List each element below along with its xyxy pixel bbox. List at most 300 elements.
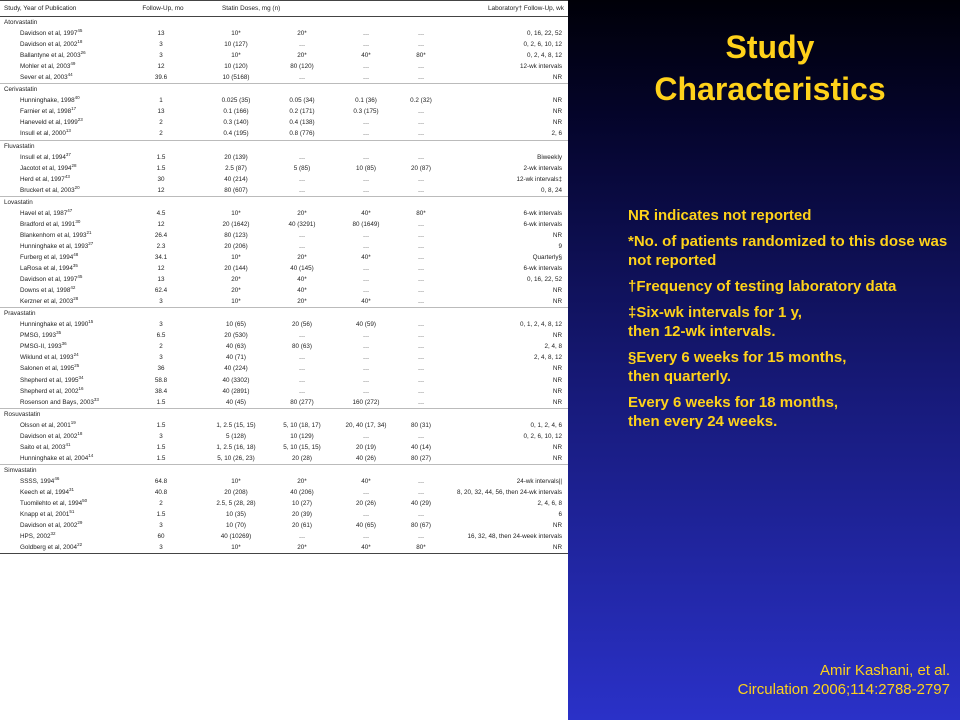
dose-3-cell: … — [362, 242, 370, 250]
dose-3-cell: … — [362, 265, 370, 273]
dose-1-cell: 10 (70) — [226, 522, 246, 530]
dose-1-cell: 1, 2.5 (15, 15) — [216, 421, 256, 429]
study-name: Goldberg et al, 2004 — [20, 544, 78, 552]
reference-number: 31 — [69, 486, 75, 492]
lab-follow-up-cell: 2, 6 — [551, 130, 562, 138]
follow-up-cell: 3 — [120, 542, 202, 554]
dose-1-cell: 1, 2.5 (16, 18) — [216, 443, 256, 451]
study-name: Bruckert et al, 2003 — [20, 186, 75, 194]
dose-2-cell: 20 (39) — [292, 511, 312, 519]
dose-4-cell: 80 (67) — [411, 522, 431, 530]
dose-3-cell: … — [362, 365, 370, 373]
table-row — [0, 219, 568, 230]
reference-number: 45 — [77, 274, 83, 279]
follow-up-cell: 13 — [157, 276, 165, 284]
study-cell — [0, 185, 120, 197]
dose-3-cell: … — [362, 74, 370, 82]
table-header-row — [0, 1, 568, 17]
dose-4-cell: … — [417, 254, 425, 261]
reference-number: 16 — [78, 385, 84, 391]
study-name: Rosenson and Bays, 2003 — [20, 398, 94, 406]
dose-2-cell: 20 (28) — [292, 454, 312, 462]
study-cell — [0, 487, 120, 498]
dose-1-cell: 20 (139) — [224, 153, 248, 161]
lab-follow-up-cell: 24-wk intervals|| — [516, 477, 562, 485]
lab-follow-up-cell: NR — [552, 287, 562, 295]
dose-4-cell: … — [417, 477, 425, 485]
follow-up-cell: 12 — [157, 220, 165, 228]
study-cell — [0, 296, 120, 308]
follow-up-cell: 1.5 — [156, 454, 166, 462]
dose-1-cell: 40 (2891) — [222, 387, 250, 395]
lab-follow-up-cell: Quarterly§ — [532, 254, 562, 261]
study-cell — [0, 352, 120, 363]
lab-follow-up-cell: 0, 2, 6, 10, 12 — [523, 432, 562, 440]
dose-1-cell: 10* — [202, 542, 270, 554]
footnote-asterisk: *No. of patients randomized to this dose was not reported — [628, 233, 948, 269]
dose-2-cell: 80 (277) — [290, 398, 314, 406]
drug-group-row — [0, 140, 568, 152]
study-cell — [0, 453, 120, 465]
dose-4-cell: … — [417, 365, 425, 373]
study-characteristics-table — [0, 0, 568, 554]
follow-up-cell: 3 — [159, 432, 163, 440]
study-name: Davidson et al, 2002 — [20, 432, 78, 440]
lab-follow-up-cell: NR — [552, 119, 562, 127]
study-cell — [0, 208, 120, 219]
table-row — [0, 39, 568, 50]
lab-follow-up-cell: 0, 2, 4, 8, 12 — [526, 52, 562, 60]
dose-3-cell: … — [362, 153, 370, 161]
lab-follow-up-cell: 0, 1, 2, 4, 8, 12 — [519, 321, 562, 329]
study-name: Downs et al, 1998 — [20, 287, 71, 295]
study-cell — [0, 386, 120, 397]
study-cell — [0, 476, 120, 487]
dose-2-cell: 5, 10 (15, 15) — [283, 443, 321, 451]
dose-3-cell: 40* — [361, 298, 371, 306]
drug-group-label: Fluvastatin — [0, 140, 568, 152]
dose-2-cell: … — [298, 242, 306, 250]
reference-number: 47 — [67, 207, 73, 213]
lab-follow-up-cell: NR — [552, 74, 562, 82]
follow-up-cell: 2 — [159, 130, 163, 138]
follow-up-cell: 2 — [159, 500, 163, 508]
reference-number: 19 — [70, 419, 76, 425]
study-name: Ballantyne et al, 2003 — [20, 52, 81, 60]
study-cell — [0, 174, 120, 185]
dose-1-cell: 10* — [231, 298, 241, 306]
dose-4-cell: 40 (29) — [411, 500, 431, 508]
dose-3-cell: … — [362, 41, 370, 49]
dose-3-cell: … — [362, 119, 370, 127]
follow-up-cell: 38.4 — [154, 387, 168, 395]
dose-2-cell: … — [298, 74, 306, 82]
lab-follow-up-cell: NR — [552, 108, 562, 116]
study-name: PMSG, 1993 — [20, 332, 57, 340]
dose-1-cell: 0.4 (195) — [223, 130, 249, 138]
follow-up-cell: 1.5 — [156, 398, 166, 406]
study-cell — [0, 39, 120, 50]
table-row — [0, 230, 568, 241]
table-row — [0, 117, 568, 128]
reference-number: 37 — [65, 151, 71, 157]
study-name: Sever et al, 2003 — [20, 74, 68, 82]
reference-number: 17 — [71, 106, 77, 112]
study-name: Shepherd et al, 2002 — [20, 387, 79, 395]
table-row — [0, 296, 568, 308]
dose-1-cell: 40 (71) — [226, 354, 246, 362]
dose-4-cell: 80* — [398, 542, 444, 554]
study-name: Herd et al, 1997 — [20, 175, 65, 183]
dose-2-cell: 80 (120) — [290, 63, 314, 71]
dose-4-cell: 80 (31) — [411, 421, 431, 429]
lab-follow-up-cell: 0, 8, 24 — [540, 186, 562, 194]
study-cell — [0, 520, 120, 531]
table-row — [0, 341, 568, 352]
dose-3-cell: 160 (272) — [352, 398, 380, 406]
dose-2-cell: 20 (61) — [292, 522, 312, 530]
dose-3-cell: … — [362, 63, 370, 71]
lab-follow-up-cell: NR — [552, 231, 562, 239]
dose-3-cell: … — [362, 130, 370, 138]
study-name: Davidson et al, 1997 — [20, 30, 78, 38]
table-row — [0, 431, 568, 442]
drug-group-row — [0, 84, 568, 96]
drug-group-row — [0, 196, 568, 208]
dose-1-cell: 5, 10 (26, 23) — [217, 454, 255, 462]
table-row — [0, 397, 568, 409]
header-follow-up: Follow-Up, mo — [120, 1, 202, 17]
lab-follow-up-cell: 6-wk intervals — [523, 265, 562, 273]
dose-4-cell: 80 (27) — [411, 454, 431, 462]
table-row — [0, 487, 568, 498]
table-row — [0, 252, 568, 263]
study-cell — [0, 274, 120, 285]
study-cell — [0, 28, 120, 39]
study-name: Salonen et al, 1995 — [20, 365, 75, 373]
study-name: Insull et al, 2000 — [20, 130, 66, 138]
dose-4-cell: … — [417, 119, 425, 127]
reference-number: 28 — [73, 296, 79, 302]
study-name: Davidson et al, 2002 — [20, 41, 78, 49]
drug-group-row — [0, 408, 568, 420]
dose-2-cell: … — [298, 387, 306, 395]
dose-4-cell: … — [417, 108, 425, 116]
drug-group-label: Atorvastatin — [0, 17, 568, 29]
study-cell — [0, 285, 120, 296]
dose-3-cell: 40 (65) — [356, 522, 376, 530]
table-row — [0, 208, 568, 219]
citation-journal: Circulation 2006;114:2788-2797 — [737, 681, 950, 698]
drug-group-label: Rosuvastatin — [0, 408, 568, 420]
footnote-double-dagger: ‡Six-wk intervals for 1 y, then 12-wk intervals. — [628, 304, 802, 340]
dose-1-cell: 40 (224) — [224, 365, 248, 373]
study-cell — [0, 375, 120, 386]
drug-group-row — [0, 308, 568, 320]
follow-up-cell: 3 — [159, 321, 163, 329]
dose-1-cell: 20 (206) — [224, 242, 248, 250]
study-cell — [0, 341, 120, 352]
dose-3-cell: … — [362, 387, 370, 395]
dose-2-cell: 0.4 (138) — [289, 119, 315, 127]
lab-follow-up-cell: NR — [552, 522, 562, 530]
lab-follow-up-cell: NR — [444, 542, 568, 554]
dose-2-cell: … — [298, 231, 306, 239]
dose-3-cell: … — [362, 432, 370, 440]
reference-number: 27 — [88, 240, 94, 246]
follow-up-cell: 1.5 — [156, 164, 166, 172]
dose-2-cell: … — [298, 41, 306, 49]
footnote-section: §Every 6 weeks for 15 months, then quarterly. — [628, 349, 847, 385]
study-cell — [0, 431, 120, 442]
reference-number: 46 — [54, 475, 60, 481]
dose-4-cell: 20 (87) — [411, 164, 431, 172]
reference-number: 22 — [77, 542, 83, 548]
dose-4-cell: … — [417, 488, 425, 496]
table-row — [0, 476, 568, 487]
table-row — [0, 106, 568, 117]
dose-4-cell: … — [417, 41, 425, 49]
drug-group-label: Lovastatin — [0, 196, 568, 208]
dose-1-cell: 20 (1642) — [222, 220, 250, 228]
dose-3-cell: 80 (1649) — [352, 220, 380, 228]
dose-1-cell: 10 (120) — [224, 63, 248, 71]
study-cell — [0, 95, 120, 106]
lab-follow-up-cell: NR — [552, 454, 562, 462]
dose-2-cell: … — [298, 533, 306, 541]
lab-follow-up-cell: 0, 1, 2, 4, 6 — [530, 421, 562, 429]
drug-group-label: Cerivastatin — [0, 84, 568, 96]
table-row — [0, 453, 568, 465]
table-row — [0, 174, 568, 185]
footnotes — [628, 206, 948, 438]
drug-group-row — [0, 464, 568, 476]
table-row — [0, 128, 568, 140]
dose-3-cell: … — [362, 332, 370, 340]
table-row — [0, 163, 568, 174]
follow-up-cell: 1.5 — [156, 511, 166, 519]
dose-1-cell: 10* — [231, 254, 241, 261]
dose-1-cell: 80 (607) — [224, 186, 248, 194]
lab-follow-up-cell: NR — [552, 443, 562, 451]
study-name: Wiklund et al, 1993 — [20, 354, 74, 362]
reference-number: 13 — [65, 128, 71, 134]
table-row — [0, 442, 568, 453]
footnote-nr: NR indicates not reported — [628, 207, 812, 224]
reference-number: 51 — [69, 509, 75, 514]
dose-2-cell: … — [298, 354, 306, 362]
follow-up-cell: 3 — [159, 354, 163, 362]
lab-follow-up-cell: NR — [552, 376, 562, 384]
study-cell — [0, 61, 120, 72]
dose-2-cell: 40* — [297, 276, 307, 284]
study-cell — [0, 442, 120, 453]
study-name: Farnier et al, 1998 — [20, 108, 72, 116]
follow-up-cell: 58.8 — [154, 376, 168, 384]
lab-follow-up-cell: 2, 4, 8 — [544, 343, 562, 351]
follow-up-cell: 30 — [157, 175, 165, 183]
lab-follow-up-cell: NR — [552, 332, 562, 340]
study-cell — [0, 319, 120, 330]
dose-1-cell: 20* — [231, 276, 241, 284]
follow-up-cell: 40.8 — [154, 488, 168, 496]
reference-number: 26 — [80, 50, 86, 56]
table-row — [0, 330, 568, 341]
follow-up-cell: 13 — [157, 108, 165, 116]
study-cell — [0, 219, 120, 230]
dose-3-cell: … — [362, 186, 370, 194]
lab-follow-up-cell: 6 — [558, 511, 562, 519]
dose-2-cell: … — [298, 332, 306, 340]
dose-3-cell: 40 (59) — [356, 321, 376, 329]
study-name: Kerzner et al, 2003 — [20, 298, 74, 306]
follow-up-cell: 1.5 — [156, 153, 166, 161]
dose-3-cell: 20 (19) — [356, 443, 376, 451]
reference-number: 30 — [75, 218, 81, 224]
study-name: Knapp et al, 2001 — [20, 511, 70, 519]
study-cell — [0, 72, 120, 84]
reference-number: 32 — [50, 531, 56, 537]
reference-number: 42 — [70, 285, 76, 291]
follow-up-cell: 2 — [159, 119, 163, 127]
dose-1-cell: 20 (208) — [224, 488, 248, 496]
dose-2-cell: 20* — [297, 52, 307, 60]
dose-4-cell: … — [417, 276, 425, 284]
dose-4-cell: … — [417, 332, 425, 340]
lab-follow-up-cell: NR — [552, 387, 562, 395]
dose-2-cell: 20* — [297, 477, 307, 485]
reference-number: 35 — [56, 330, 62, 336]
table-body — [0, 17, 568, 554]
table-row — [0, 520, 568, 531]
reference-number: 34 — [78, 374, 84, 380]
study-name: Insull et al, 1994 — [20, 153, 66, 161]
follow-up-cell: 2.3 — [156, 242, 166, 250]
dose-3-cell: 40* — [361, 209, 371, 217]
lab-follow-up-cell: NR — [552, 365, 562, 373]
dose-3-cell: 20 (26) — [356, 500, 376, 508]
follow-up-cell: 3 — [159, 522, 163, 530]
dose-1-cell: 0.1 (166) — [223, 108, 249, 116]
dose-3-cell: 0.3 (175) — [353, 108, 379, 116]
dose-4-cell: … — [417, 387, 425, 395]
dose-1-cell: 40 (3302) — [222, 376, 250, 384]
follow-up-cell: 39.6 — [154, 74, 168, 82]
follow-up-cell: 3 — [159, 298, 163, 306]
study-name: Tuomilehto et al, 1994 — [20, 500, 83, 508]
dose-4-cell: … — [417, 220, 425, 228]
dose-4-cell: … — [417, 130, 425, 138]
study-cell — [0, 509, 120, 520]
follow-up-cell: 1.5 — [156, 443, 166, 451]
dose-4-cell: … — [417, 74, 425, 82]
dose-2-cell: … — [298, 376, 306, 384]
lab-follow-up-cell: NR — [552, 298, 562, 306]
dose-2-cell: 20* — [297, 298, 307, 306]
table-row — [0, 72, 568, 84]
study-name: Olsson et al, 2001 — [20, 421, 71, 429]
dose-3-cell: … — [362, 231, 370, 239]
dose-4-cell: 80* — [416, 209, 426, 217]
dose-2-cell: 10 (27) — [292, 500, 312, 508]
slide-title — [600, 26, 940, 110]
follow-up-cell: 1 — [159, 97, 163, 105]
lab-follow-up-cell: 0, 16, 22, 52 — [526, 276, 562, 284]
study-cell — [0, 542, 120, 554]
dose-4-cell: … — [417, 175, 425, 183]
table-row — [0, 50, 568, 61]
dose-4-cell: … — [417, 63, 425, 71]
dose-3-cell: … — [362, 533, 370, 541]
table-row — [0, 319, 568, 330]
study-name: Jacotot et al, 1994 — [20, 164, 72, 172]
dose-4-cell: … — [417, 231, 425, 239]
dose-3-cell: … — [362, 175, 370, 183]
footnote-parallel: Every 6 weeks for 18 months, then every 24 weeks. — [628, 394, 839, 430]
title-line-1: Study — [725, 29, 815, 65]
dose-3-cell: … — [362, 287, 370, 295]
dose-1-cell: 20 (530) — [224, 332, 248, 340]
dose-2-cell: … — [298, 365, 306, 373]
dose-2-cell: 5 (85) — [293, 164, 311, 172]
dose-3-cell: 40* — [361, 477, 371, 485]
study-name: Hunninghake et al, 1990 — [20, 321, 89, 329]
lab-follow-up-cell: 0, 2, 6, 10, 12 — [523, 41, 562, 49]
dose-4-cell: … — [417, 186, 425, 194]
dose-1-cell: 40 (10269) — [220, 533, 252, 541]
dose-2-cell: 20* — [297, 30, 307, 38]
lab-follow-up-cell: NR — [552, 398, 562, 406]
reference-number: 29 — [77, 520, 83, 526]
dose-4-cell: … — [417, 242, 425, 250]
dose-1-cell: 5 (128) — [226, 432, 246, 440]
reference-number: 50 — [82, 498, 88, 503]
dose-3-cell: 10 (85) — [356, 164, 376, 172]
table-row — [0, 509, 568, 520]
table-row — [0, 61, 568, 72]
dose-1-cell: 20* — [231, 287, 241, 295]
dose-1-cell: 10* — [231, 209, 241, 217]
dose-2-cell: 20* — [297, 209, 307, 217]
dose-4-cell: … — [417, 321, 425, 329]
table-row — [0, 185, 568, 197]
dose-4-cell: … — [417, 398, 425, 406]
dose-2-cell: … — [298, 153, 306, 161]
dose-4-cell: … — [417, 153, 425, 161]
dose-1-cell: 80 (123) — [224, 231, 248, 239]
study-name: Davidson et al, 2002 — [20, 522, 78, 530]
study-name: LaRosa et al, 1994 — [20, 265, 73, 273]
reference-number: 48 — [73, 251, 79, 257]
study-cell — [0, 152, 120, 163]
study-name: Keech et al, 1994 — [20, 488, 70, 496]
dose-1-cell: 0.025 (35) — [221, 97, 251, 105]
reference-number: 23 — [77, 117, 83, 123]
lab-follow-up-cell: 0, 16, 22, 52 — [526, 30, 562, 38]
reference-number: 43 — [64, 173, 70, 179]
reference-number: 21 — [86, 229, 92, 235]
header-study: Study, Year of Publication — [0, 1, 120, 17]
dose-3-cell: … — [362, 376, 370, 384]
dose-2-cell: … — [298, 175, 306, 183]
table-row — [0, 531, 568, 542]
reference-number: 15 — [88, 319, 94, 325]
follow-up-cell: 12 — [157, 186, 165, 194]
table-row — [0, 152, 568, 163]
dose-3-cell: … — [362, 511, 370, 519]
dose-1-cell: 10* — [231, 52, 241, 60]
study-name: Mohler et al, 2003 — [20, 63, 71, 71]
